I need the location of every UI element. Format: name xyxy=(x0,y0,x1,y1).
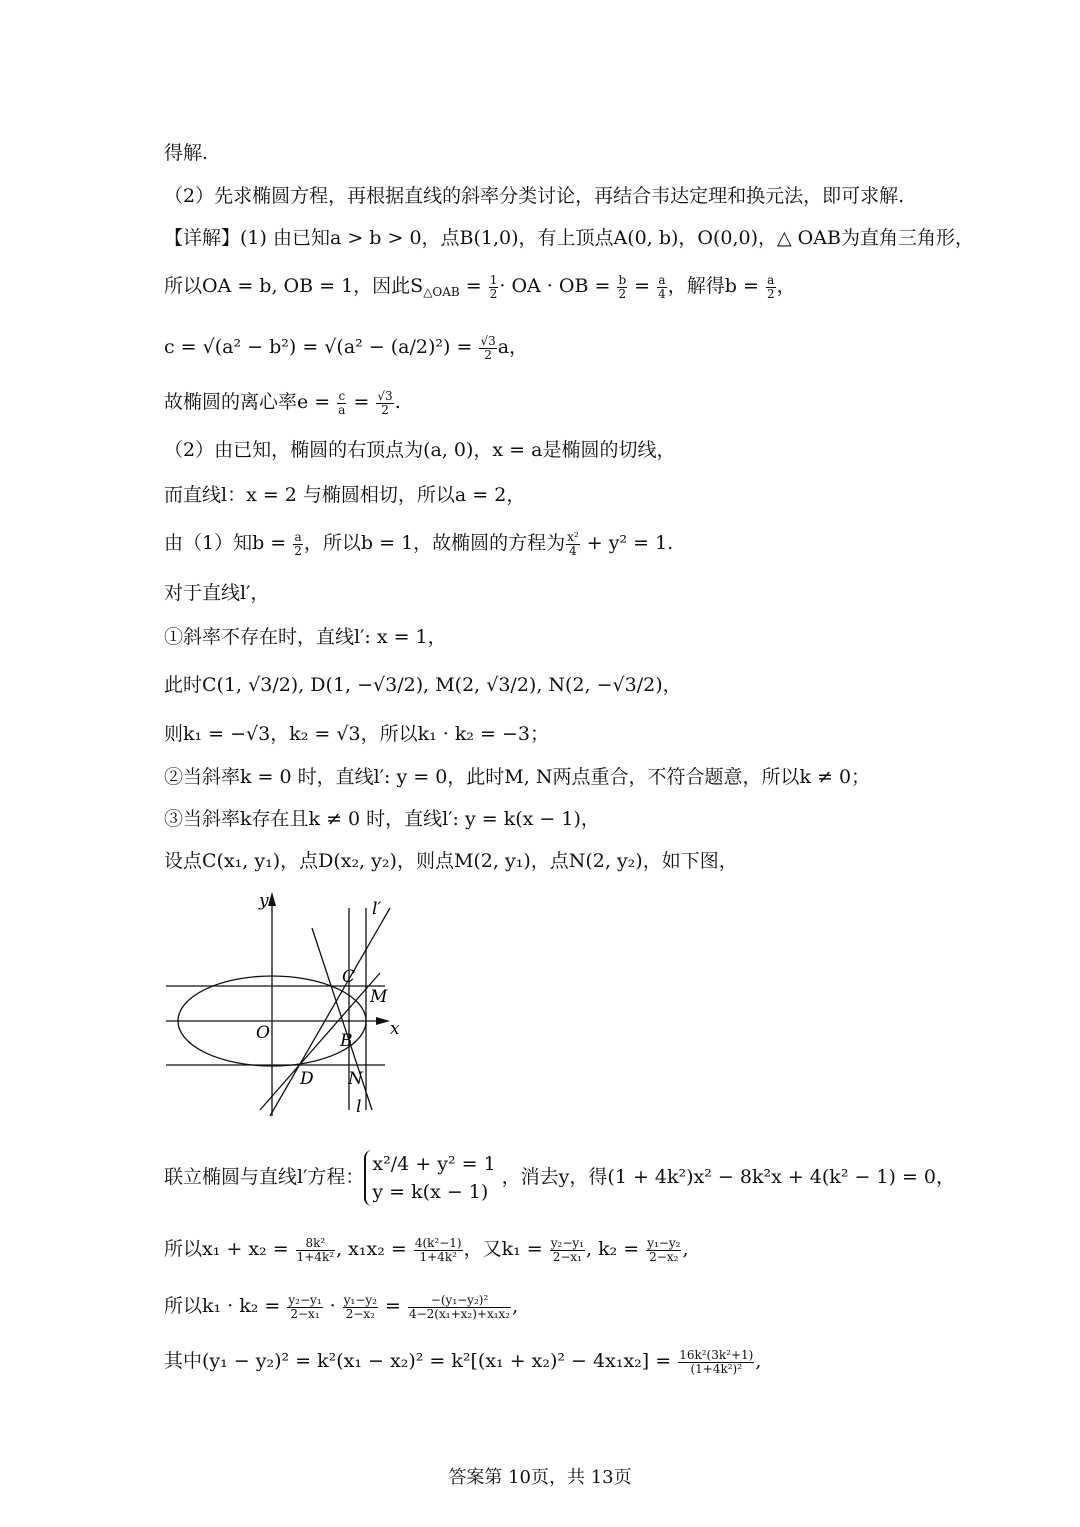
line18-part-a: 所以x₁ + x₂ = xyxy=(164,1238,295,1260)
text-line-19 xyxy=(164,1293,518,1321)
fraction-big: $\frac{\text{−(y₁−y₂)²}}{\text{4−2(x₁+x₂)+x₁x₂}}$ xyxy=(408,1292,511,1321)
line18-part-e: , xyxy=(682,1238,689,1260)
fraction-c-a: $\frac{c}{a}$ xyxy=(338,388,346,417)
line20-part-a: 其中(y₁ − y₂)² = k²(x₁ − x₂)² = k²[(x₁ + x₂)² − 4x₁x₂] = xyxy=(164,1350,678,1372)
line4-part-a: 所以OA = b, OB = 1，因此S xyxy=(164,275,424,297)
y-axis-arrow xyxy=(268,892,276,906)
equation-system: x²/4 + y² = 1 y = k(x − 1) xyxy=(364,1150,495,1206)
fraction-sum: $\frac{\text{8k²}}{\text{1+4k²}}$ xyxy=(296,1235,335,1264)
line19-part-c: = xyxy=(378,1295,407,1317)
label-D: D xyxy=(300,1069,314,1089)
fraction-result: $\frac{\text{16k²(3k²+1)}}{\text{(1+4k²)²}}$ xyxy=(679,1347,754,1376)
text-line-5 xyxy=(164,334,528,362)
line20-part-b: , xyxy=(755,1350,762,1372)
label-O: O xyxy=(256,1023,270,1043)
line19-part-a: 所以k₁ · k₂ = xyxy=(164,1295,287,1317)
line4-part-d: ，解得b = xyxy=(667,275,765,297)
line9-part-a: 由（1）知b = xyxy=(164,532,293,554)
label-y: y xyxy=(259,891,269,911)
line-l-prime xyxy=(270,908,390,1116)
label-l: l xyxy=(356,1097,362,1117)
fraction-sqrt3-2b: $\frac{√3}{2}$ xyxy=(377,388,393,417)
line9-part-b: ，所以b = 1，故椭圆的方程为 xyxy=(303,532,566,554)
line5-part-a: c = √(a² − b²) = √(a² − (a/2)²) = xyxy=(164,336,479,358)
ellipse-figure xyxy=(160,888,410,1120)
line5-part-b: a， xyxy=(497,336,529,358)
line19-part-d: , xyxy=(512,1295,519,1317)
fraction-a-2b: $\frac{a}{2}$ xyxy=(294,529,302,558)
label-x: x xyxy=(390,1019,400,1039)
text-line-12: 此时C(1, √3/2), D(1, −√3/2), M(2, √3/2), N(2, −√3/2)， xyxy=(164,674,682,696)
line6-part-a: 故椭圆的离心率e = xyxy=(164,391,337,413)
fraction-k2: $\frac{\text{y₁−y₂}}{\text{2−x₂}}$ xyxy=(647,1235,681,1264)
fraction-b-2: $\frac{b}{2}$ xyxy=(618,272,627,301)
text-line-3: 【详解】(1) 由已知a > b > 0，点B(1,0)，有上顶点A(0, b)，O(0,0)，△ OAB为直角三角形， xyxy=(164,227,974,249)
text-line-7: （2）由已知，椭圆的右顶点为(a, 0)，x = a是椭圆的切线， xyxy=(164,439,676,461)
fraction-sqrt3-2: $\frac{√3}{2}$ xyxy=(480,333,496,362)
line18-part-d: , k₂ = xyxy=(585,1238,646,1260)
fraction-k1b: $\frac{\text{y₂−y₁}}{\text{2−x₁}}$ xyxy=(288,1292,322,1321)
label-N: N xyxy=(348,1069,363,1089)
fraction-product: $\frac{\text{4(k²−1)}}{\text{1+4k²}}$ xyxy=(414,1235,462,1264)
text-line-20 xyxy=(164,1348,761,1376)
fraction-a-2: $\frac{a}{2}$ xyxy=(766,272,775,301)
text-line-9 xyxy=(164,530,673,558)
line18-part-c: ，又k₁ = xyxy=(463,1238,549,1260)
fraction-half: $\frac{1}{2}$ xyxy=(489,272,498,301)
line19-part-b: · xyxy=(323,1295,342,1317)
fraction-k1: $\frac{\text{y₂−y₁}}{\text{2−x₁}}$ xyxy=(550,1235,584,1264)
line4-part-c: · OA · OB = xyxy=(499,275,617,297)
page-footer: 答案第 10页，共 13页 xyxy=(448,1467,632,1488)
line9-part-c: + y² = 1. xyxy=(580,532,674,554)
text-line-13: 则k₁ = −√3，k₂ = √3，所以k₁ · k₂ = −3； xyxy=(164,723,549,745)
text-line-17 xyxy=(164,1150,955,1206)
x-axis-arrow xyxy=(376,1017,390,1025)
fraction-k2b: $\frac{\text{y₁−y₂}}{\text{2−x₂}}$ xyxy=(343,1292,377,1321)
line-bm xyxy=(260,973,380,1110)
text-line-15: ③当斜率k存在且k ≠ 0 时，直线l′: y = k(x − 1)， xyxy=(164,808,600,830)
text-line-16: 设点C(x₁, y₁)，点D(x₂, y₂)，则点M(2, y₁)，点N(2, y₂)，如下图， xyxy=(164,850,738,872)
text-line-14: ②当斜率k = 0 时，直线l′: y = 0，此时M, N两点重合，不符合题意，所以k ≠ 0； xyxy=(164,766,871,788)
text-line-1: 得解. xyxy=(164,142,209,164)
line17-part-b: ，消去y，得(1 + 4k²)x² − 8k²x + 4(k² − 1) = 0， xyxy=(501,1166,956,1188)
line6-part-b: . xyxy=(394,391,401,413)
text-line-18 xyxy=(164,1236,688,1264)
line4-part-b: = xyxy=(459,275,488,297)
text-line-11: ①斜率不存在时，直线l′: x = 1， xyxy=(164,626,447,648)
text-line-2: （2）先求椭圆方程，再根据直线的斜率分类讨论，再结合韦达定理和换元法，即可求解. xyxy=(164,185,905,207)
line4-subscript: △OAB xyxy=(423,285,460,299)
text-line-6: 故椭圆的离心率e = $\frac{c}{a}$ = $\frac{√3}{2}$ . xyxy=(164,388,401,417)
fraction-x2-4: $\frac{\text{x²}}{4}$ xyxy=(567,529,579,558)
text-line-10: 对于直线l′， xyxy=(164,582,270,604)
label-B: B xyxy=(340,1031,353,1051)
label-lp: l′ xyxy=(372,899,382,919)
text-line-8: 而直线l：x = 2 与椭圆相切，所以a = 2， xyxy=(164,484,526,506)
label-C: C xyxy=(342,967,356,987)
label-M: M xyxy=(370,987,388,1007)
line18-part-b: , x₁x₂ = xyxy=(336,1238,413,1260)
text-line-4: 所以OA = b, OB = 1，因此$S_{\triangle OAB}$ = $\frac{1}{2}$ · OA · OB = $\frac{b}{2}$ = $\frac{a}{4}$ ，解得b = $\frac{a}{2}$ ， xyxy=(164,272,796,301)
line17-part-a: 联立椭圆与直线l′方程： xyxy=(164,1166,365,1188)
fraction-a-4: $\frac{a}{4}$ xyxy=(658,272,666,301)
